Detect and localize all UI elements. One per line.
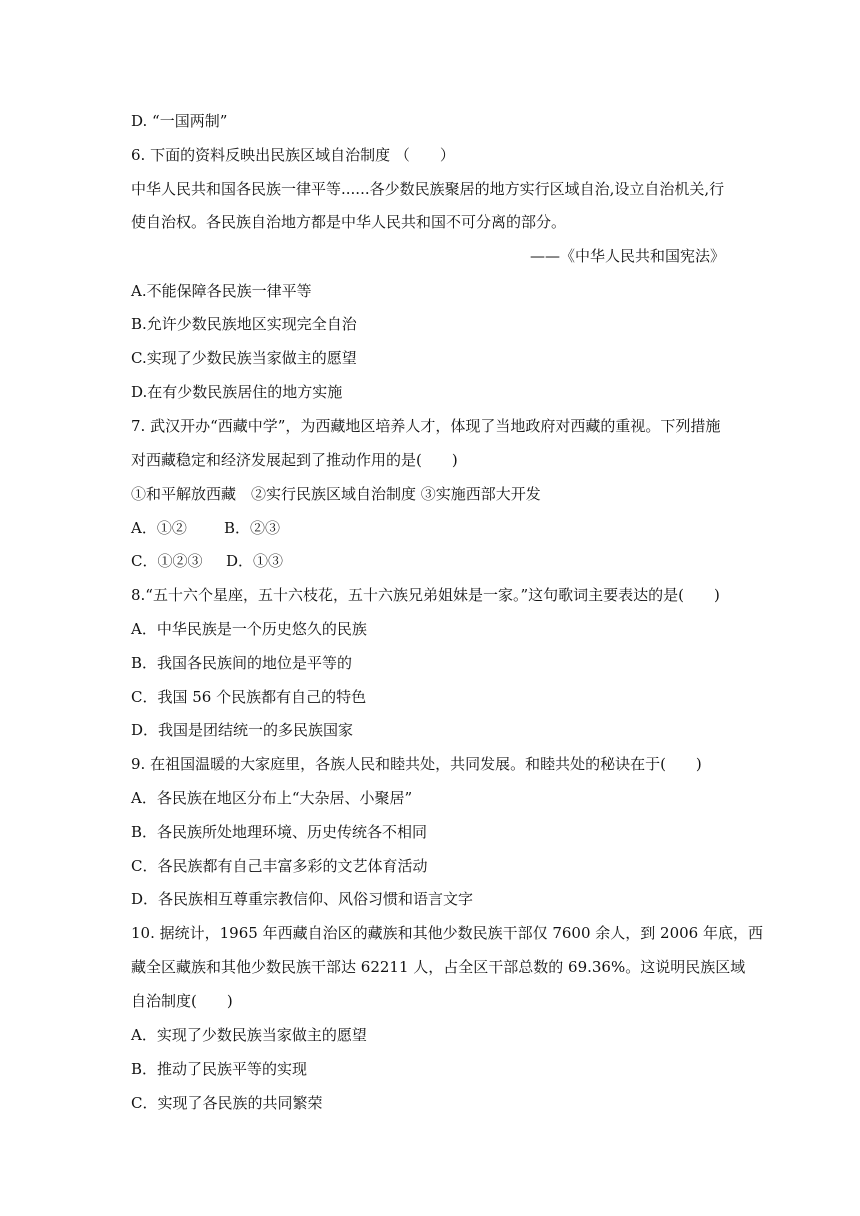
- q9-option-c: C．各民族都有自己丰富多彩的文艺体育活动: [131, 857, 428, 875]
- q6-option-c: C.实现了少数民族当家做主的愿望: [131, 349, 357, 367]
- q7-stem-line-1: 7. 武汉开办“西藏中学”，为西藏地区培养人才，体现了当地政府对西藏的重视。下列措施: [131, 417, 721, 435]
- q10-stem-line-3: 自治制度( ): [131, 992, 233, 1010]
- q7-measures: ①和平解放西藏 ②实行民族区域自治制度 ③实施西部大开发: [131, 485, 541, 503]
- q6-option-d: D.在有少数民族居住的地方实施: [131, 383, 343, 401]
- q8-option-a: A．中华民族是一个历史悠久的民族: [131, 620, 367, 638]
- q10-option-a: A．实现了少数民族当家做主的愿望: [131, 1026, 367, 1044]
- q7-option-a: A．①②: [131, 519, 187, 537]
- q10-option-b: B．推动了民族平等的实现: [131, 1060, 308, 1078]
- q5-option-d: D. “一国两制”: [131, 112, 228, 130]
- q10-option-c: C．实现了各民族的共同繁荣: [131, 1094, 323, 1112]
- q7-option-b: B．②③: [224, 519, 281, 537]
- q7-stem-line-2: 对西藏稳定和经济发展起到了推动作用的是( ): [131, 451, 458, 469]
- q10-stem-line-1: 10. 据统计，1965 年西藏自治区的藏族和其他少数民族干部仅 7600 余人，到 2006 年底，西: [131, 924, 763, 942]
- q6-option-a: A.不能保障各民族一律平等: [131, 282, 312, 300]
- q8-option-b: B．我国各民族间的地位是平等的: [131, 654, 353, 672]
- q7-option-c: C．①②③: [131, 552, 203, 570]
- q9-option-b: B．各民族所处地理环境、历史传统各不相同: [131, 823, 428, 841]
- q7-option-d: D．①③: [226, 552, 284, 570]
- q8-option-c: C．我国 56 个民族都有自己的特色: [131, 688, 367, 706]
- q6-option-b: B.允许少数民族地区实现完全自治: [131, 315, 357, 333]
- q10-stem-line-2: 藏全区藏族和其他少数民族干部达 62211 人，占全区干部总数的 69.36%。这说明民族区域: [131, 958, 746, 976]
- q6-source: ——《中华人民共和国宪法》: [529, 247, 725, 265]
- q6-stem: 6. 下面的资料反映出民族区域自治制度 （ ）: [131, 146, 455, 164]
- q6-material-line-1: 中华人民共和国各民族一律平等......各少数民族聚居的地方实行区域自治,设立自治机关,行: [131, 180, 725, 198]
- q8-option-d: D．我国是团结统一的多民族国家: [131, 721, 354, 739]
- q8-stem: 8.“五十六个星座，五十六枝花，五十六族兄弟姐妹是一家。”这句歌词主要表达的是( ): [131, 586, 720, 604]
- q9-stem: 9. 在祖国温暖的大家庭里，各族人民和睦共处，共同发展。和睦共处的秘诀在于( ): [131, 755, 702, 773]
- q9-option-d: D．各民族相互尊重宗教信仰、风俗习惯和语言文字: [131, 890, 474, 908]
- q9-option-a: A．各民族在地区分布上“大杂居、小聚居”: [131, 789, 413, 807]
- q6-material-line-2: 使自治权。各民族自治地方都是中华人民共和国不可分离的部分。: [131, 213, 567, 231]
